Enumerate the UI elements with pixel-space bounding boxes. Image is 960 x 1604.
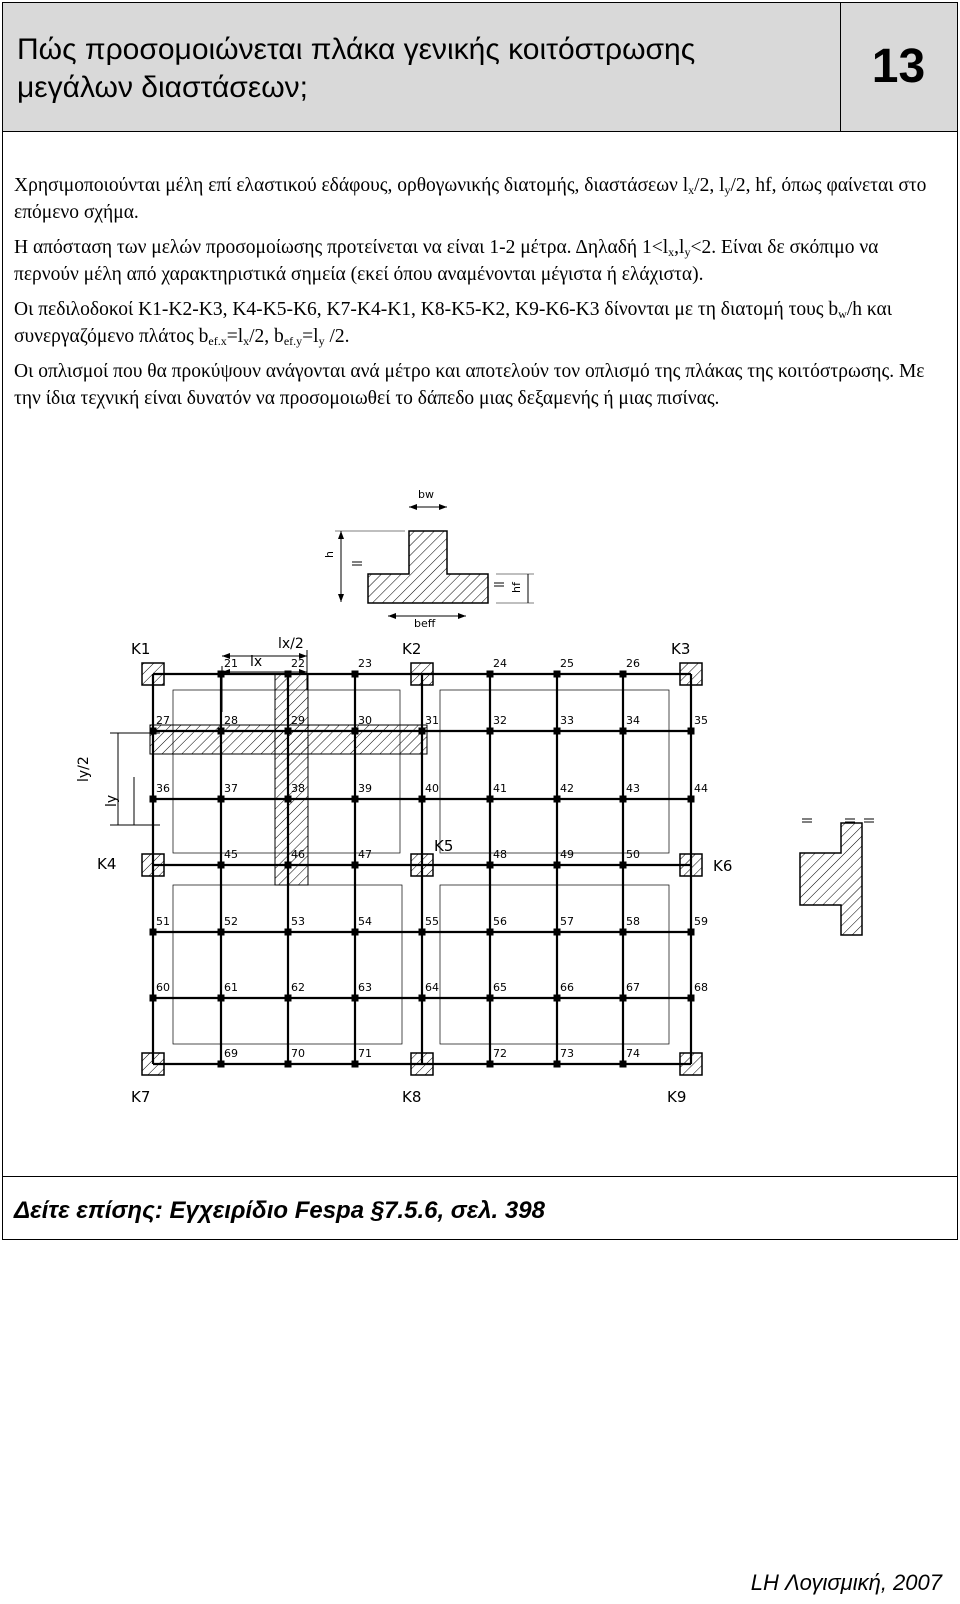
node-label: 59	[694, 915, 708, 928]
node-label: 54	[358, 915, 372, 928]
grid-node	[419, 995, 426, 1002]
node-label: 70	[291, 1047, 305, 1060]
grid-node	[352, 671, 359, 678]
column-label: K2	[402, 640, 422, 658]
grid-node	[285, 796, 292, 803]
grid-node	[285, 995, 292, 1002]
grid-node	[688, 796, 695, 803]
column-k5	[411, 854, 433, 876]
credit-text: LH Λογισμική, 2007	[750, 1570, 942, 1595]
column-k8	[411, 1053, 433, 1075]
grid-node	[285, 929, 292, 936]
grid-node	[688, 929, 695, 936]
paragraph-1: Χρησιμοποιούνται μέλη επί ελαστικού εδάφους, ορθογωνικής διατομής, διαστάσεων $l_x/2$, $l_y/2$, hf, όπως φαίνεται στο επόμενο σχήμα.	[14, 175, 927, 223]
node-label: 31	[425, 714, 439, 727]
grid-node	[285, 671, 292, 678]
node-label: 36	[156, 782, 170, 795]
grid-node	[487, 728, 494, 735]
node-label: 55	[425, 915, 439, 928]
grid-node	[218, 796, 225, 803]
node-label: 65	[493, 981, 507, 994]
grid-node	[218, 728, 225, 735]
node-label: 47	[358, 848, 372, 861]
label-hf: hf	[510, 582, 523, 593]
node-label: 43	[626, 782, 640, 795]
column-k1	[142, 663, 164, 685]
node-label: 57	[560, 915, 574, 928]
label-ly-half: ly/2	[76, 756, 92, 782]
grid-node	[620, 728, 627, 735]
grid-node	[487, 671, 494, 678]
node-label: 26	[626, 657, 640, 670]
column-label: K9	[667, 1088, 687, 1106]
node-label: 35	[694, 714, 708, 727]
node-label: 48	[493, 848, 507, 861]
node-label: 40	[425, 782, 439, 795]
node-label: 21	[224, 657, 238, 670]
node-label: 67	[626, 981, 640, 994]
grid-node	[554, 728, 561, 735]
page-header	[2, 2, 958, 132]
grid-node	[487, 862, 494, 869]
grid-node	[218, 1061, 225, 1068]
paragraph-2: Η απόσταση των μελών προσομοίωσης προτείνεται να είναι 1-2 μέτρα. Δηλαδή $1<l_x,l_y<2$. Είναι δε σκόπιμο να περνούν μέλη από χαρακτηριστικά σημεία (εκεί όπου αναμένονται μέγιστα ή ελάχιστα).	[14, 237, 879, 285]
foundation-grid-diagram	[0, 480, 960, 1170]
column-label: K6	[713, 857, 733, 875]
node-label: 44	[694, 782, 708, 795]
grid-node	[487, 796, 494, 803]
column-k4	[142, 854, 164, 876]
grid-node	[352, 862, 359, 869]
node-label: 41	[493, 782, 507, 795]
label-beff: beff	[414, 617, 436, 630]
grid-node	[554, 1061, 561, 1068]
grid-node	[620, 862, 627, 869]
node-label: 39	[358, 782, 372, 795]
node-label: 30	[358, 714, 372, 727]
node-label: 25	[560, 657, 574, 670]
footer-bar	[2, 1176, 958, 1240]
node-label: 50	[626, 848, 640, 861]
grid-node	[218, 671, 225, 678]
node-label: 74	[626, 1047, 640, 1060]
grid-node	[419, 796, 426, 803]
column-label: K5	[434, 837, 454, 855]
column-label: K3	[671, 640, 691, 658]
page-number-box	[840, 3, 957, 131]
node-label: 58	[626, 915, 640, 928]
grid-node	[487, 995, 494, 1002]
column-k7	[142, 1053, 164, 1075]
column-label: K8	[402, 1088, 422, 1106]
label-lx-half: lx/2	[278, 636, 304, 652]
label-lx: lx	[250, 654, 263, 670]
grid-node	[352, 728, 359, 735]
grid-node	[554, 862, 561, 869]
paragraph-3: Οι πεδιλοδοκοί Κ1-Κ2-Κ3, Κ4-Κ5-Κ6, Κ7-Κ4-Κ1, Κ8-Κ5-Κ2, Κ9-Κ6-Κ3 δίνονται με τη διατομή τους $b_w/h$ και συνεργαζόμενο πλάτος $b_{ef.x}=l_x/2$, $b_{ef.y}=l_y$ /2.	[14, 299, 892, 348]
node-label: 34	[626, 714, 640, 727]
grid-node	[487, 929, 494, 936]
grid-node	[554, 671, 561, 678]
node-label: 37	[224, 782, 238, 795]
node-label: 56	[493, 915, 507, 928]
node-label: 66	[560, 981, 574, 994]
grid-node	[554, 796, 561, 803]
page-title	[17, 31, 817, 107]
label-h: h	[323, 551, 336, 558]
column-label: K1	[131, 640, 151, 658]
node-label: 22	[291, 657, 305, 670]
node-label: 60	[156, 981, 170, 994]
node-label: 46	[291, 848, 305, 861]
grid-node	[352, 796, 359, 803]
node-label: 63	[358, 981, 372, 994]
body-text	[14, 172, 944, 420]
grid-node	[419, 929, 426, 936]
node-label: 51	[156, 915, 170, 928]
node-label: 45	[224, 848, 238, 861]
see-also-reference: Δείτε επίσης: Εγχειρίδιο Fespa §7.5.6, σελ. 398	[14, 1197, 545, 1224]
grid-node	[554, 929, 561, 936]
grid-node	[352, 995, 359, 1002]
node-label: 61	[224, 981, 238, 994]
node-label: 23	[358, 657, 372, 670]
node-label: 29	[291, 714, 305, 727]
label-ly: ly	[104, 794, 120, 807]
column-k2	[411, 663, 433, 685]
node-label: 24	[493, 657, 507, 670]
node-label: 38	[291, 782, 305, 795]
column-k3	[680, 663, 702, 685]
node-label: 32	[493, 714, 507, 727]
grid-node	[620, 1061, 627, 1068]
node-label: 64	[425, 981, 439, 994]
grid-node	[150, 796, 157, 803]
grid-node	[218, 995, 225, 1002]
node-label: 49	[560, 848, 574, 861]
page-number: 13	[871, 40, 926, 93]
grid-node	[419, 728, 426, 735]
node-label: 27	[156, 714, 170, 727]
title-line-2: μεγάλων διαστάσεων;	[17, 71, 308, 104]
side-section-drawing	[800, 819, 874, 935]
node-label: 42	[560, 782, 574, 795]
grid-node	[285, 728, 292, 735]
node-label: 62	[291, 981, 305, 994]
node-label: 28	[224, 714, 238, 727]
grid-layer	[97, 640, 732, 1106]
column-label: K4	[97, 855, 117, 873]
grid-node	[688, 995, 695, 1002]
grid-node	[620, 929, 627, 936]
grid-node	[352, 929, 359, 936]
grid-node	[620, 671, 627, 678]
grid-node	[285, 862, 292, 869]
grid-node	[554, 995, 561, 1002]
node-label: 73	[560, 1047, 574, 1060]
node-label: 71	[358, 1047, 372, 1060]
grid-node	[150, 929, 157, 936]
grid-node	[620, 995, 627, 1002]
grid-node	[620, 796, 627, 803]
node-label: 53	[291, 915, 305, 928]
column-label: K7	[131, 1088, 151, 1106]
grid-node	[285, 1061, 292, 1068]
grid-node	[150, 995, 157, 1002]
grid-node	[688, 728, 695, 735]
node-label: 69	[224, 1047, 238, 1060]
node-label: 68	[694, 981, 708, 994]
grid-node	[487, 1061, 494, 1068]
paragraph-4: Οι οπλισμοί που θα προκύψουν ανάγονται ανά μέτρο και αποτελούν τον οπλισμό της πλάκας της κοιτόστρωσης. Με την ίδια τεχνική είναι δυνατόν να προσομοιωθεί το δάπεδο μιας δεξαμενής ή μιας πισίνας.	[14, 361, 925, 409]
node-label: 33	[560, 714, 574, 727]
grid-node	[150, 728, 157, 735]
grid-node	[218, 929, 225, 936]
column-k9	[680, 1053, 702, 1075]
grid-node	[218, 862, 225, 869]
title-line-1: Πώς προσομοιώνεται πλάκα γενικής κοιτόστρωσης	[17, 33, 696, 66]
node-label: 72	[493, 1047, 507, 1060]
column-k6	[680, 854, 702, 876]
label-bw: bw	[418, 488, 434, 501]
node-label: 52	[224, 915, 238, 928]
t-section-drawing	[323, 488, 534, 630]
grid-node	[352, 1061, 359, 1068]
